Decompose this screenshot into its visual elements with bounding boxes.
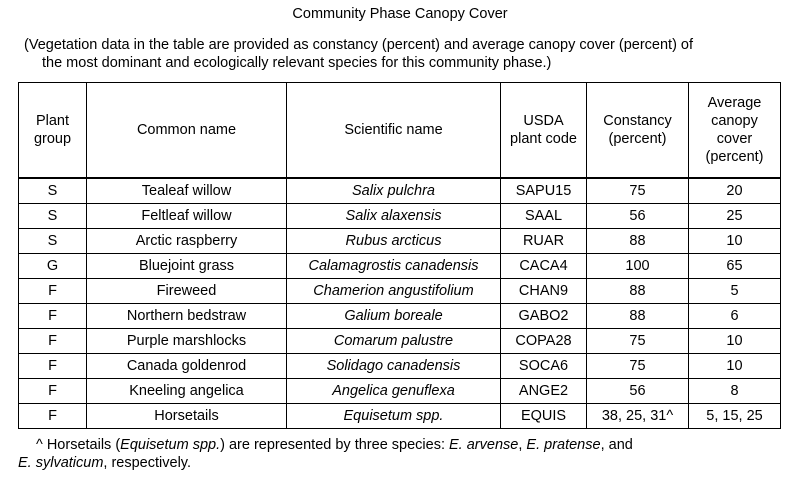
cell-scientific-name: Salix pulchra (287, 178, 501, 204)
cell-plant-group: S (19, 178, 87, 204)
page-title: Community Phase Canopy Cover (292, 6, 508, 22)
cell-constancy: 88 (587, 279, 689, 304)
cell-plant-group: G (19, 254, 87, 279)
cell-constancy: 38, 25, 31^ (587, 404, 689, 429)
cell-usda-code: ANGE2 (501, 379, 587, 404)
cell-common-name: Purple marshlocks (87, 329, 287, 354)
cell-usda-code: COPA28 (501, 329, 587, 354)
cell-scientific-name: Galium boreale (287, 304, 501, 329)
cell-usda-code: SAAL (501, 204, 587, 229)
intro-line-2: the most dominant and ecologically relevant species for this community phase.) (42, 55, 552, 71)
cell-plant-group: S (19, 229, 87, 254)
cell-scientific-name: Angelica genuflexa (287, 379, 501, 404)
cell-canopy-cover: 10 (689, 354, 781, 379)
cell-scientific-name: Comarum palustre (287, 329, 501, 354)
table-row (19, 404, 781, 429)
footnote-line-1: ^ Horsetails (Equisetum spp.) are represented by three species: E. arvense, E. pratense, and (36, 437, 633, 453)
cell-plant-group: F (19, 404, 87, 429)
table-row (19, 329, 781, 354)
cell-usda-code: SAPU15 (501, 178, 587, 204)
cell-constancy: 75 (587, 354, 689, 379)
cell-scientific-name: Chamerion angustifolium (287, 279, 501, 304)
cell-usda-code: RUAR (501, 229, 587, 254)
cell-usda-code: CACA4 (501, 254, 587, 279)
cell-canopy-cover: 5 (689, 279, 781, 304)
cell-canopy-cover: 20 (689, 178, 781, 204)
canopy-cover-table (18, 82, 781, 429)
table-row (19, 254, 781, 279)
cell-plant-group: F (19, 379, 87, 404)
cell-usda-code: CHAN9 (501, 279, 587, 304)
cell-constancy: 88 (587, 304, 689, 329)
cell-plant-group: F (19, 279, 87, 304)
cell-canopy-cover: 6 (689, 304, 781, 329)
cell-constancy: 56 (587, 204, 689, 229)
cell-canopy-cover: 5, 15, 25 (689, 404, 781, 429)
cell-common-name: Feltleaf willow (87, 204, 287, 229)
cell-usda-code: GABO2 (501, 304, 587, 329)
cell-constancy: 88 (587, 229, 689, 254)
cell-common-name: Kneeling angelica (87, 379, 287, 404)
table-row (19, 229, 781, 254)
cell-scientific-name: Equisetum spp. (287, 404, 501, 429)
cell-usda-code: EQUIS (501, 404, 587, 429)
cell-canopy-cover: 25 (689, 204, 781, 229)
cell-canopy-cover: 10 (689, 329, 781, 354)
footnote (18, 436, 788, 472)
cell-constancy: 75 (587, 178, 689, 204)
cell-constancy: 75 (587, 329, 689, 354)
cell-scientific-name: Calamagrostis canadensis (287, 254, 501, 279)
cell-canopy-cover: 10 (689, 229, 781, 254)
table-row (19, 178, 781, 204)
cell-canopy-cover: 65 (689, 254, 781, 279)
cell-common-name: Arctic raspberry (87, 229, 287, 254)
header-usda-code: USDA plant code (501, 83, 587, 179)
table-body (19, 178, 781, 429)
cell-scientific-name: Rubus arcticus (287, 229, 501, 254)
cell-common-name: Tealeaf willow (87, 178, 287, 204)
cell-scientific-name: Solidago canadensis (287, 354, 501, 379)
cell-common-name: Bluejoint grass (87, 254, 287, 279)
cell-plant-group: F (19, 329, 87, 354)
cell-usda-code: SOCA6 (501, 354, 587, 379)
cell-common-name: Horsetails (87, 404, 287, 429)
header-common-name: Common name (87, 83, 287, 179)
cell-plant-group: F (19, 304, 87, 329)
footnote-line-2: E. sylvaticum, respectively. (18, 455, 191, 471)
cell-canopy-cover: 8 (689, 379, 781, 404)
table-row (19, 379, 781, 404)
cell-constancy: 56 (587, 379, 689, 404)
table-row (19, 354, 781, 379)
intro-line-1: (Vegetation data in the table are provided as constancy (percent) and average canopy cover (percent) of (24, 37, 694, 53)
header-constancy: Constancy (percent) (587, 83, 689, 179)
cell-plant-group: F (19, 354, 87, 379)
intro-text (24, 36, 794, 72)
cell-common-name: Fireweed (87, 279, 287, 304)
header-plant-group: Plant group (19, 83, 87, 179)
table-row (19, 204, 781, 229)
table-header-row (19, 83, 781, 179)
cell-scientific-name: Salix alaxensis (287, 204, 501, 229)
header-scientific-name: Scientific name (287, 83, 501, 179)
cell-common-name: Northern bedstraw (87, 304, 287, 329)
cell-common-name: Canada goldenrod (87, 354, 287, 379)
table-row (19, 304, 781, 329)
header-canopy-cover: Average canopy cover (percent) (689, 83, 781, 179)
table-row (19, 279, 781, 304)
cell-constancy: 100 (587, 254, 689, 279)
cell-plant-group: S (19, 204, 87, 229)
